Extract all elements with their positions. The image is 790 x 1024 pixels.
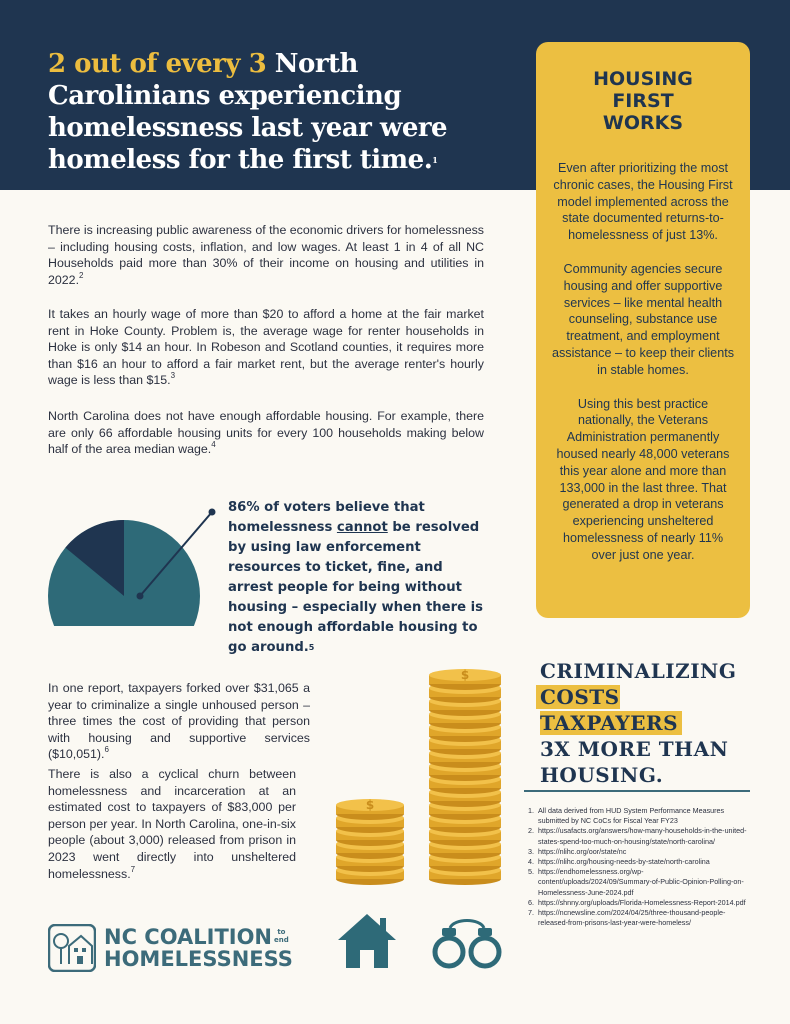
footnote-text: https://usafacts.org/answers/how-many-households-in-the-united-states-spend-too-much-on-housing/state/north-carolina/ xyxy=(538,826,747,846)
footnote-text: All data derived from HUD System Performance Measures submitted by NC CoCs for Fiscal Year FY23 xyxy=(538,806,725,826)
housing-first-sidebar xyxy=(536,42,750,618)
footnote-ref: 5 xyxy=(308,643,315,652)
footnote-text: https://shnny.org/uploads/Florida-Homelessness-Report-2014.pdf xyxy=(538,897,746,907)
footnote-number: 5. xyxy=(528,867,534,877)
footnote-ref: 7 xyxy=(130,864,136,874)
footnote-number: 7. xyxy=(528,908,534,918)
footnote-item xyxy=(528,826,752,846)
body-paragraph-4-text: In one report, taxpayers forked over $31,065 a year to criminalize a single unhoused person – three times the cost of providing that person with housing and supportive services ($10,051). xyxy=(48,681,310,762)
body-paragraph-5-text: There is also a cyclical churn between homelessness and incarceration at an estimated cost to taxpayers of $83,000 per person per year. In North Carolina, one-in-six people (about 3,000) released from prison in 2023 went directly into unsheltered homelessness. xyxy=(48,767,296,881)
footnote-text: https://nlihc.org/oor/state/nc xyxy=(538,846,627,856)
sidebar-paragraph-2: Community agencies secure housing and offer supportive services – like mental health counseling, substance use treatment, and employment assistance – to keep their clients in stable homes. xyxy=(551,261,734,377)
footnote-item xyxy=(528,867,752,898)
body-paragraph-1-text: There is increasing public awareness of the economic drivers for homelessness – including housing costs, inflation, and low wages. At least 1 in 4 of all NC Households paid more than 30% of their income on housing and utilities in 2022. xyxy=(48,223,484,287)
body-paragraph-1 xyxy=(48,222,484,288)
footnote-number: 6. xyxy=(528,897,534,907)
body-paragraph-2 xyxy=(48,306,484,389)
voter-share-pie-chart xyxy=(40,496,220,626)
footnote-ref: 2 xyxy=(79,270,84,280)
headline-text: North Carolinians experiencing homelessness last year were homeless for the first time. xyxy=(48,49,448,175)
footnotes-list xyxy=(528,806,752,928)
body-paragraph-2-text: It takes an hourly wage of more than $20 to afford a home at the fair market rent in Hoke County. Problem is, the average wage for renter households in Hoke is only $14 an hour. In Robeson and Scotland counties, it requires more than $16 an hour to afford a fair market rent, but the average renter's hourly wage is less than $15. xyxy=(48,307,484,388)
body-paragraph-3 xyxy=(48,408,484,458)
page-headline xyxy=(48,48,518,176)
callout-underlined: cannot xyxy=(336,520,388,535)
dollar-sign-icon: $ xyxy=(460,668,470,682)
logo-small-end: end xyxy=(274,936,289,944)
sidebar-paragraph-3: Using this best practice nationally, the Veterans Administration permanently housed nearly 48,000 veterans this year alone and more than 133,000 in the last three. That generated a drop in veterans experiencing unsheltered homelessness of nearly 11% over just one year. xyxy=(556,396,730,562)
sidebar-paragraph-1: Even after prioritizing the most chronic cases, the Housing First model implemented across the state documented returns-to-homelessness of just 13%. xyxy=(553,161,733,243)
criminalizing-line-1: CRIMINALIZING xyxy=(540,659,737,683)
footnote-item xyxy=(528,847,752,857)
footnotes-divider xyxy=(524,790,750,792)
handcuffs-icon xyxy=(432,914,502,972)
logo-house-tree-icon xyxy=(48,924,96,972)
coin-stacks-illustration xyxy=(320,648,520,888)
body-paragraph-4 xyxy=(48,680,310,763)
dollar-sign-icon: $ xyxy=(365,798,375,812)
body-paragraph-5 xyxy=(48,766,296,882)
footnote-text: https://ncnewsline.com/2024/04/25/three-thousand-people-released-from-prisons-last-year-were-homeless/ xyxy=(538,908,726,928)
footnote-item xyxy=(528,806,752,826)
logo-line-1: NC COALITION xyxy=(104,925,273,949)
headline-footnote-ref: 1 xyxy=(432,155,438,165)
footnote-number: 4. xyxy=(528,857,534,867)
callout-text-2: be resolved by using law enforcement resources to ticket, fine, and arrest people for being without housing – especially when there is not enough affordable housing to go around. xyxy=(228,520,483,655)
pie-pointer-dot xyxy=(137,593,144,600)
body-paragraph-3-text: North Carolina does not have enough affordable housing. For example, there are only 66 affordable housing units for every 100 households making below half of the area median wage. xyxy=(48,409,484,457)
nc-coalition-logo xyxy=(48,924,293,972)
footnote-ref: 4 xyxy=(211,440,216,450)
footnote-item xyxy=(528,908,752,928)
footnote-ref: 3 xyxy=(170,371,176,381)
logo-small-to: to xyxy=(277,928,286,936)
footnote-item xyxy=(528,898,752,908)
criminalizing-costs-heading xyxy=(540,658,760,788)
pie-pointer-end-dot xyxy=(209,509,216,516)
footnote-text: https://nlihc.org/housing-needs-by-state/north-carolina xyxy=(538,857,710,867)
callout-text-1: 86% of voters believe that homelessness xyxy=(228,500,425,535)
voter-poll-callout xyxy=(228,498,490,658)
footnote-number: 3. xyxy=(528,846,534,856)
tall-coin-stack xyxy=(429,668,501,885)
short-coin-stack xyxy=(336,798,404,885)
criminalizing-line-2-highlight: COSTS TAXPAYERS xyxy=(536,685,682,735)
sidebar-title: HOUSING FIRST WORKS xyxy=(593,68,693,134)
footnote-number: 1. xyxy=(528,806,534,815)
criminalizing-line-4: HOUSING. xyxy=(540,763,664,787)
criminalizing-line-3: 3X MORE THAN xyxy=(540,737,729,761)
house-icon xyxy=(336,912,398,970)
footnote-ref: 6 xyxy=(104,745,109,755)
footnote-number: 2. xyxy=(528,826,534,836)
logo-line-2: HOMELESSNESS xyxy=(104,947,293,971)
headline-accent: 2 out of every 3 xyxy=(48,49,267,79)
footnote-item xyxy=(528,857,752,867)
footnote-text: https://endhomelessness.org/wp-content/uploads/2024/09/Summary-of-Public-Opinion-Polling-on-Homelessness-June-2024.pdf xyxy=(538,867,744,897)
